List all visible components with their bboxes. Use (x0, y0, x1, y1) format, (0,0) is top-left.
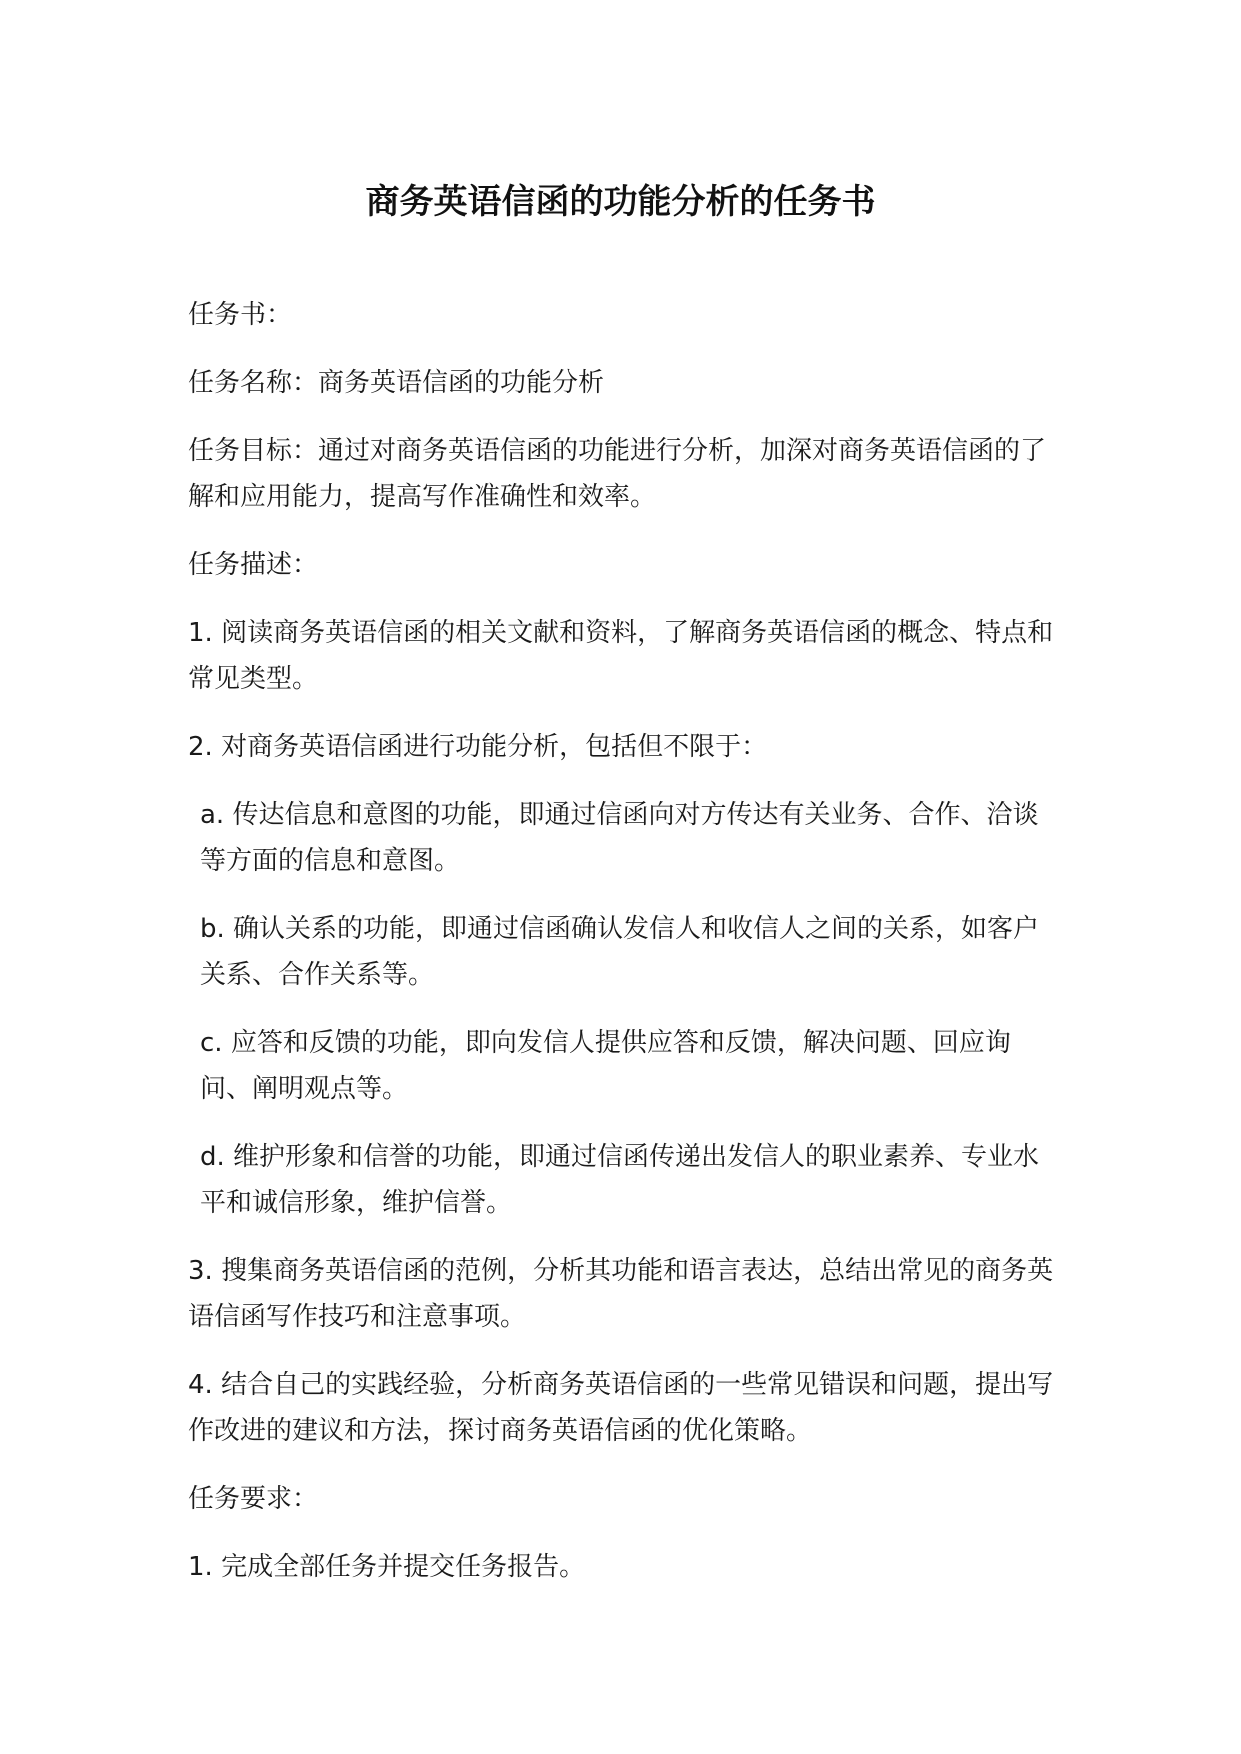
paragraph-item-2: 2. 对商务英语信函进行功能分析，包括但不限于： (188, 732, 768, 762)
paragraph-task-book-heading: 任务书： (188, 300, 293, 330)
paragraph-requirement-1: 1. 完成全部任务并提交任务报告。 (188, 1552, 586, 1582)
paragraph-task-description-heading: 任务描述： (188, 550, 319, 580)
document-body (188, 292, 1058, 1612)
paragraph-subitem-c: c. 应答和反馈的功能，即向发信人提供应答和反馈，解决问题、回应询问、阐明观点等。 (200, 1028, 1011, 1104)
paragraph-subitem-d: d. 维护形象和信誉的功能，即通过信函传递出发信人的职业素养、专业水平和诚信形象，维护信誉。 (200, 1142, 1040, 1218)
paragraph-task-goal: 任务目标：通过对商务英语信函的功能进行分析，加深对商务英语信函的了解和应用能力，提高写作准确性和效率。 (188, 436, 1047, 512)
paragraph-item-3: 3. 搜集商务英语信函的范例，分析其功能和语言表达，总结出常见的商务英语信函写作技巧和注意事项。 (188, 1256, 1054, 1332)
paragraph-item-4: 4. 结合自己的实践经验，分析商务英语信函的一些常见错误和问题，提出写作改进的建议和方法，探讨商务英语信函的优化策略。 (188, 1370, 1054, 1446)
paragraph-requirements-heading: 任务要求： (188, 1484, 319, 1514)
paragraph-item-1: 1. 阅读商务英语信函的相关文献和资料，了解商务英语信函的概念、特点和常见类型。 (188, 618, 1054, 694)
paragraph-task-name: 任务名称：商务英语信函的功能分析 (188, 368, 605, 398)
document-title: 商务英语信函的功能分析的任务书 (365, 182, 876, 222)
paragraph-subitem-a: a. 传达信息和意图的功能，即通过信函向对方传达有关业务、合作、洽谈等方面的信息和意图。 (200, 800, 1039, 876)
paragraph-subitem-b: b. 确认关系的功能，即通过信函确认发信人和收信人之间的关系，如客户关系、合作关系等。 (200, 914, 1040, 990)
